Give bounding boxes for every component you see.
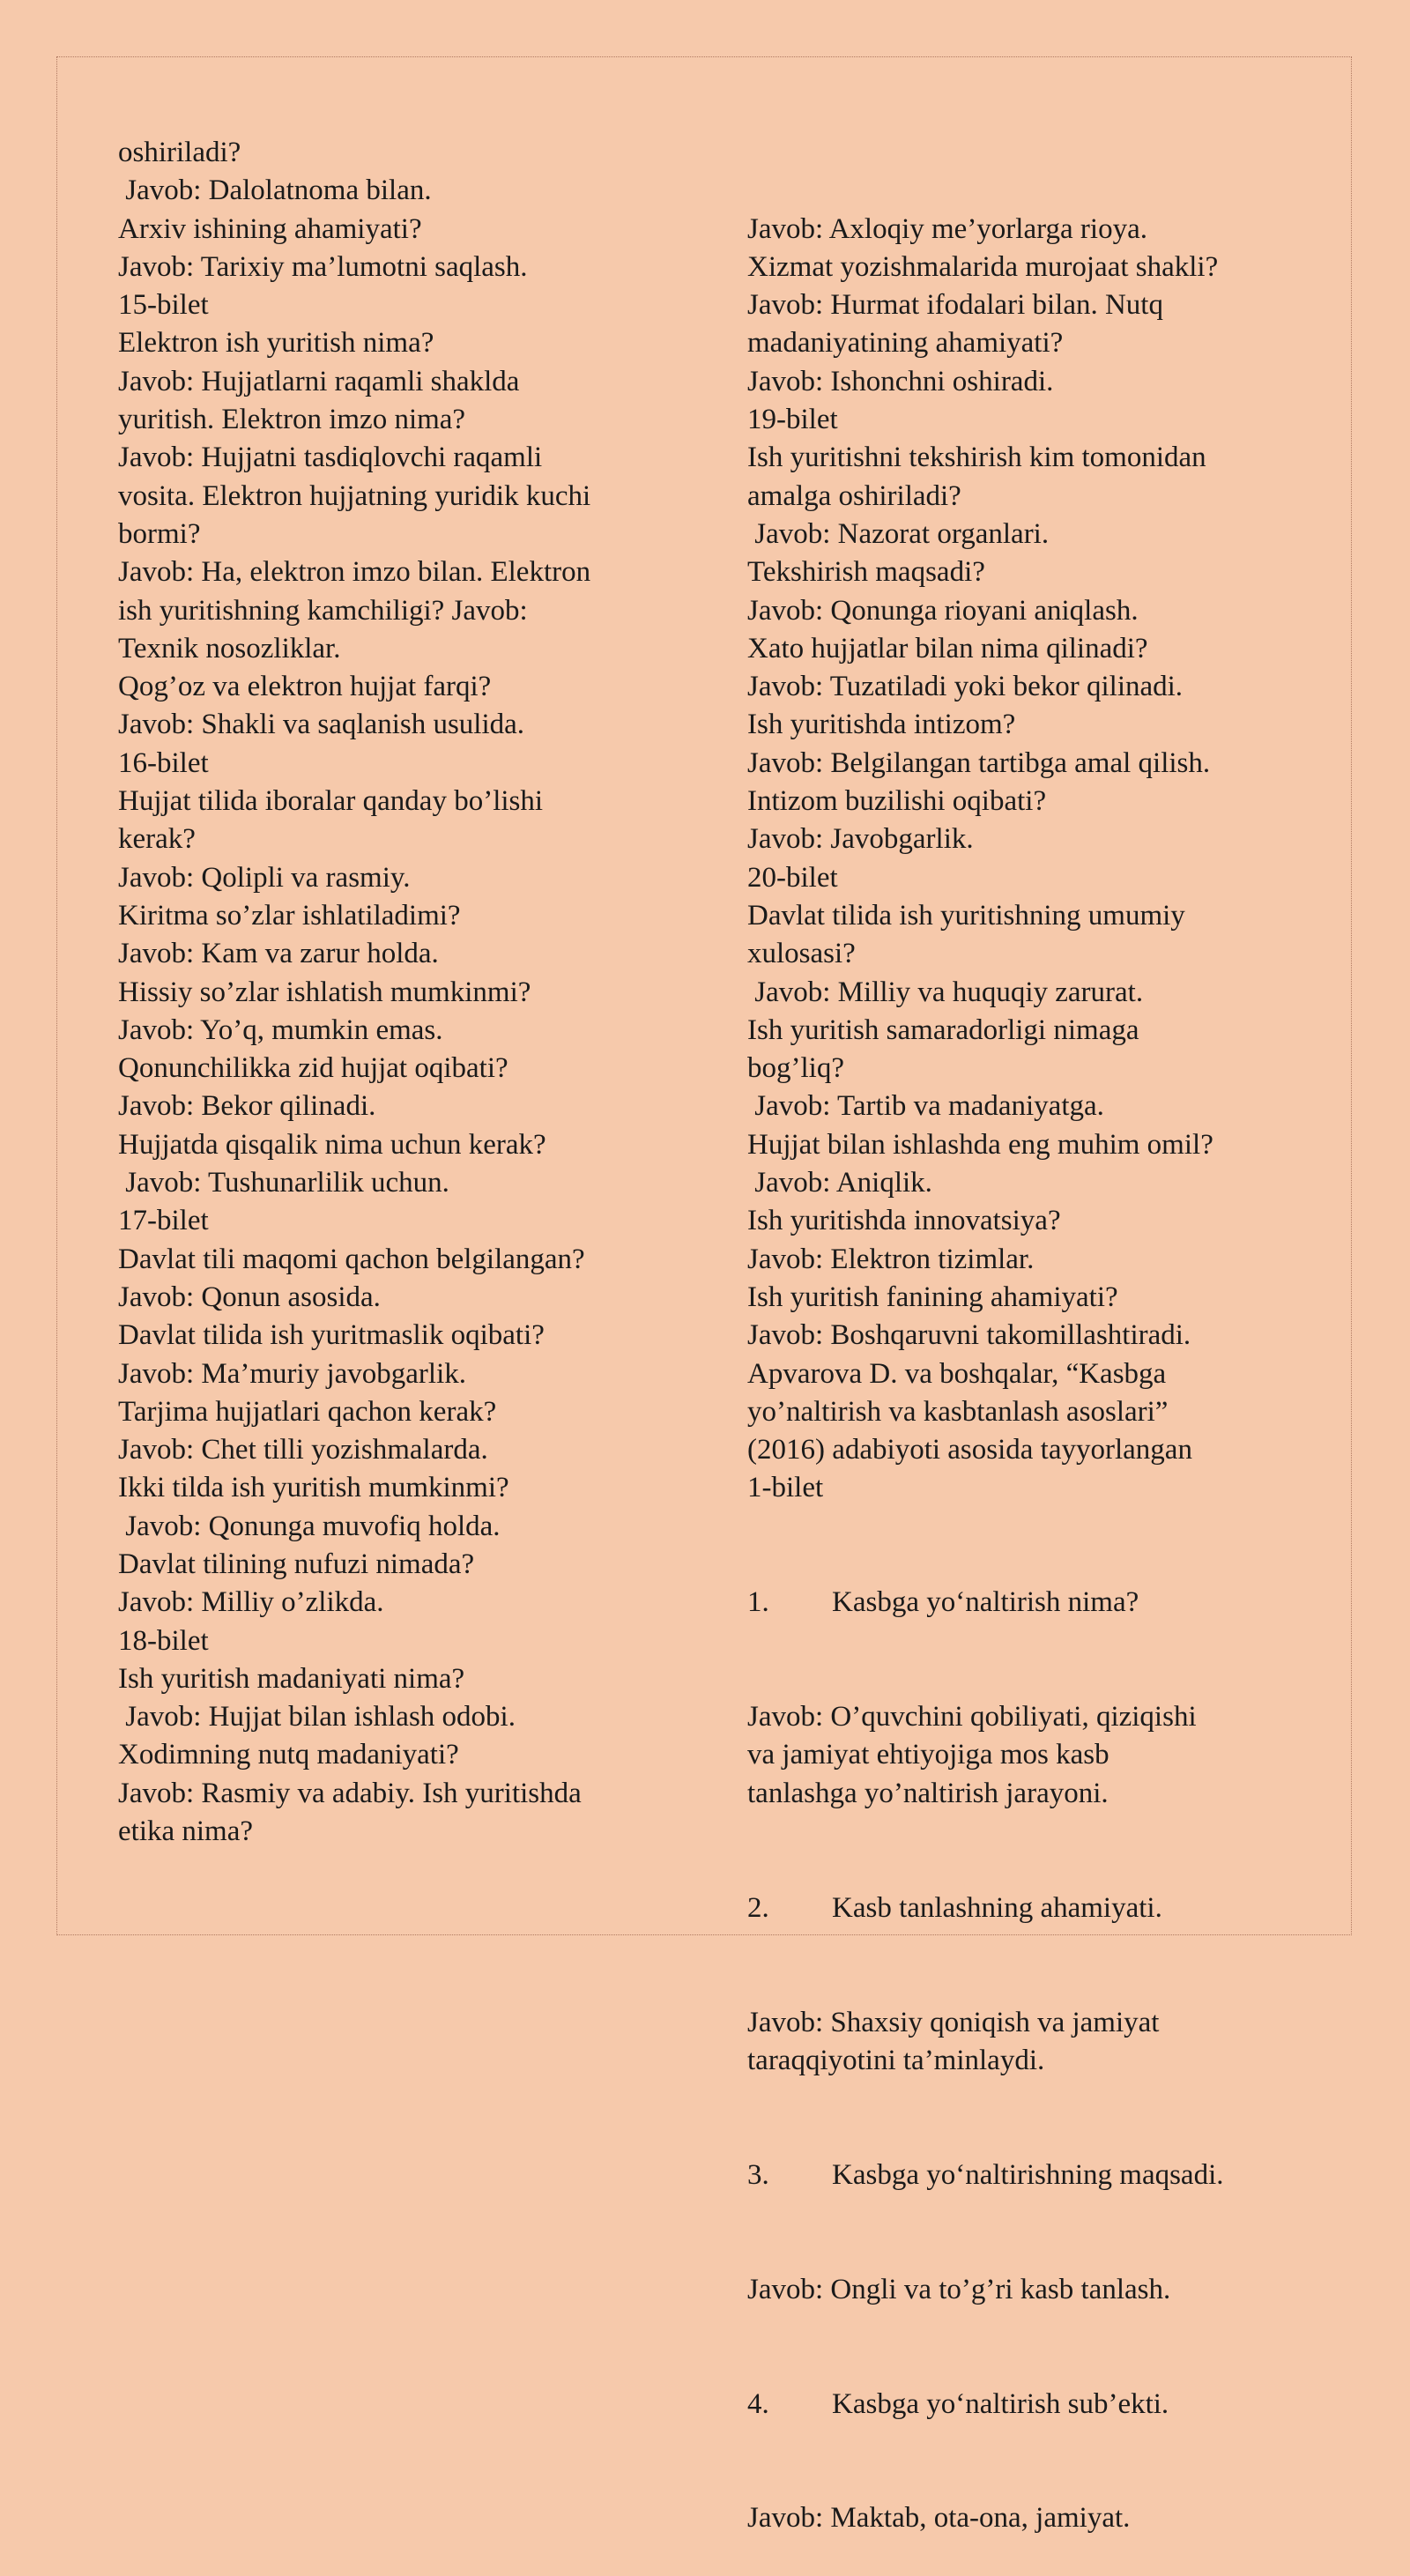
text-line: Davlat tilida ish yuritishning umumiy (747, 899, 1185, 932)
text-line: Ish yuritishda intizom? (747, 709, 1016, 741)
text-line: Apvarova D. va boshqalar, “Kasbga (747, 1357, 1167, 1390)
text-line: Javob: Tarixiy ma’lumotni saqlash. (118, 250, 528, 283)
left-column (118, 134, 682, 1851)
text-line: Javob: Hurmat ifodalari bilan. Nutq (747, 289, 1163, 322)
numbered-question (747, 1889, 1311, 1927)
text-line: Kiritma so’zlar ishlatiladimi? (118, 899, 461, 932)
text-line: Javob: Nazorat organlari. (747, 517, 1050, 550)
text-line: Davlat tili maqomi qachon belgilangan? (118, 1243, 585, 1275)
text-line: Javob: Tushunarlilik uchun. (118, 1167, 449, 1199)
text-line: 16-bilet (118, 746, 209, 779)
text-line: Davlat tilida ish yuritmaslik oqibati? (118, 1319, 545, 1352)
text-line: Javob: Aniqlik. (747, 1167, 932, 1199)
text-line: Javob: Kam va zarur holda. (118, 938, 439, 970)
text-line: Javob: Dalolatnoma bilan. (118, 174, 432, 207)
answer-line: taraqqiyotini ta’minlaydi. (747, 2044, 1045, 2076)
right-column (747, 134, 1311, 2576)
text-line: Javob: Axloqiy me’yorlarga rioya. (747, 212, 1147, 245)
text-line: Ish yuritish madaniyati nima? (118, 1662, 465, 1695)
text-line: Intizom buzilishi oqibati? (747, 785, 1047, 818)
text-line: madaniyatining ahamiyati? (747, 327, 1064, 360)
text-line: Javob: Boshqaruvni takomillashtiradi. (747, 1319, 1191, 1352)
text-line: Javob: Hujjat bilan ishlash odobi. (118, 1701, 516, 1733)
text-line: 20-bilet (747, 861, 838, 894)
text-line: Ish yuritish samaradorligi nimaga (747, 1013, 1139, 1046)
question-text: Kasbga yo‘naltirish sub’ekti. (832, 2387, 1169, 2420)
numbered-question (747, 1584, 1311, 1622)
question-number: 3. (747, 2158, 769, 2191)
text-line: Qonunchilikka zid hujjat oqibati? (118, 1052, 508, 1085)
text-line: Javob: Milliy va huquqiy zarurat. (747, 976, 1144, 1008)
text-line: yuritish. Elektron imzo nima? (118, 404, 466, 436)
text-line: ish yuritishning kamchiligi? Javob: (118, 594, 528, 627)
text-line: (2016) adabiyoti asosida tayyorlangan (747, 1434, 1192, 1466)
text-line: Hissiy so’zlar ishlatish mumkinmi? (118, 976, 531, 1008)
answer-line: Javob: O’quvchini qobiliyati, qiziqishi (747, 1701, 1197, 1733)
question-text: Kasbga yo‘naltirish nima? (832, 1586, 1139, 1619)
question-text: Kasbga yo‘naltirishning maqsadi. (832, 2158, 1224, 2191)
text-line: vosita. Elektron hujjatning yuridik kuchi (118, 479, 591, 512)
numbered-question (747, 2386, 1311, 2424)
text-line: yo’naltirish va kasbtanlash asoslari” (747, 1395, 1169, 1428)
answer-line: Javob: Ongli va to’g’ri kasb tanlash. (747, 2273, 1171, 2305)
text-line: Tarjima hujjatlari qachon kerak? (118, 1395, 497, 1428)
text-line: Tekshirish maqsadi? (747, 556, 985, 589)
text-line: Hujjat tilida iboralar qanday bo’lishi (118, 785, 544, 818)
question-number: 2. (747, 1891, 769, 1924)
text-line: Javob: Qonunga rioyani aniqlash. (747, 594, 1139, 627)
text-line: Hujjatda qisqalik nima uchun kerak? (118, 1128, 546, 1161)
text-line: Javob: Elektron tizimlar. (747, 1243, 1035, 1275)
text-line: xulosasi? (747, 938, 856, 970)
text-line: Javob: Qonunga muvofiq holda. (118, 1510, 501, 1542)
text-line: Ikki tilda ish yuritish mumkinmi? (118, 1472, 509, 1504)
text-line: Javob: Ha, elektron imzo bilan. Elektron (118, 556, 591, 589)
answer-line: tanlashga yo’naltirish jarayoni. (747, 1777, 1109, 1809)
text-line: Xizmat yozishmalarida murojaat shakli? (747, 250, 1219, 283)
text-line: Davlat tilining nufuzi nimada? (118, 1548, 475, 1580)
question-number: 4. (747, 2387, 769, 2420)
text-line: Javob: Ma’muriy javobgarlik. (118, 1357, 467, 1390)
text-line: 18-bilet (118, 1624, 209, 1657)
text-line: Javob: Hujjatlarni raqamli shaklda (118, 365, 520, 397)
answer-line: Javob: Maktab, ota-ona, jamiyat. (747, 2502, 1131, 2535)
numbered-question (747, 2157, 1311, 2194)
text-line: kerak? (118, 823, 196, 856)
text-line: Javob: Yo’q, mumkin emas. (118, 1013, 443, 1046)
answer-line: Javob: Shaxsiy qoniqish va jamiyat (747, 2006, 1160, 2038)
text-line: Ish yuritishda innovatsiya? (747, 1205, 1061, 1237)
text-line: bog’liq? (747, 1052, 844, 1085)
text-line: 19-bilet (747, 404, 838, 436)
text-line: Arxiv ishining ahamiyati? (118, 212, 422, 245)
answer-line: va jamiyat ehtiyojiga mos kasb (747, 1739, 1109, 1771)
text-line: Javob: Tartib va madaniyatga. (747, 1090, 1104, 1123)
text-line: 17-bilet (118, 1205, 209, 1237)
text-line: Javob: Belgilangan tartibga amal qilish. (747, 746, 1211, 779)
text-line: Javob: Qolipli va rasmiy. (118, 861, 411, 894)
text-line: Javob: Ishonchni oshiradi. (747, 365, 1054, 397)
text-line: Javob: Bekor qilinadi. (118, 1090, 376, 1123)
text-line: Javob: Javobgarlik. (747, 823, 974, 856)
text-line: Xato hujjatlar bilan nima qilinadi? (747, 632, 1148, 664)
text-line: Hujjat bilan ishlashda eng muhim omil? (747, 1128, 1213, 1161)
text-line: Javob: Shakli va saqlanish usulida. (118, 709, 525, 741)
question-number: 1. (747, 1586, 769, 1619)
text-line: etika nima? (118, 1815, 254, 1848)
text-line: Javob: Chet tilli yozishmalarda. (118, 1434, 488, 1466)
text-line: Qog’oz va elektron hujjat farqi? (118, 671, 492, 703)
text-line: 15-bilet (118, 289, 209, 322)
text-line: Javob: Milliy o’zlikda. (118, 1586, 384, 1619)
text-line: Elektron ish yuritish nima? (118, 327, 434, 360)
text-line: Javob: Rasmiy va adabiy. Ish yuritishda (118, 1777, 582, 1809)
text-line: Xodimning nutq madaniyati? (118, 1739, 459, 1771)
text-line: Javob: Hujjatni tasdiqlovchi raqamli (118, 442, 543, 474)
text-line: Ish yuritish fanining ahamiyati? (747, 1281, 1118, 1313)
text-line: Javob: Qonun asosida. (118, 1281, 381, 1313)
text-line: oshiriladi? (118, 137, 241, 168)
text-line: 1-bilet (747, 1472, 824, 1504)
text-line: Ish yuritishni tekshirish kim tomonidan (747, 442, 1206, 474)
text-line: amalga oshiriladi? (747, 479, 961, 512)
question-text: Kasb tanlashning ahamiyati. (832, 1891, 1162, 1924)
text-line: Texnik nosozliklar. (118, 632, 341, 664)
text-line: bormi? (118, 517, 201, 550)
text-line: Javob: Tuzatiladi yoki bekor qilinadi. (747, 671, 1184, 703)
